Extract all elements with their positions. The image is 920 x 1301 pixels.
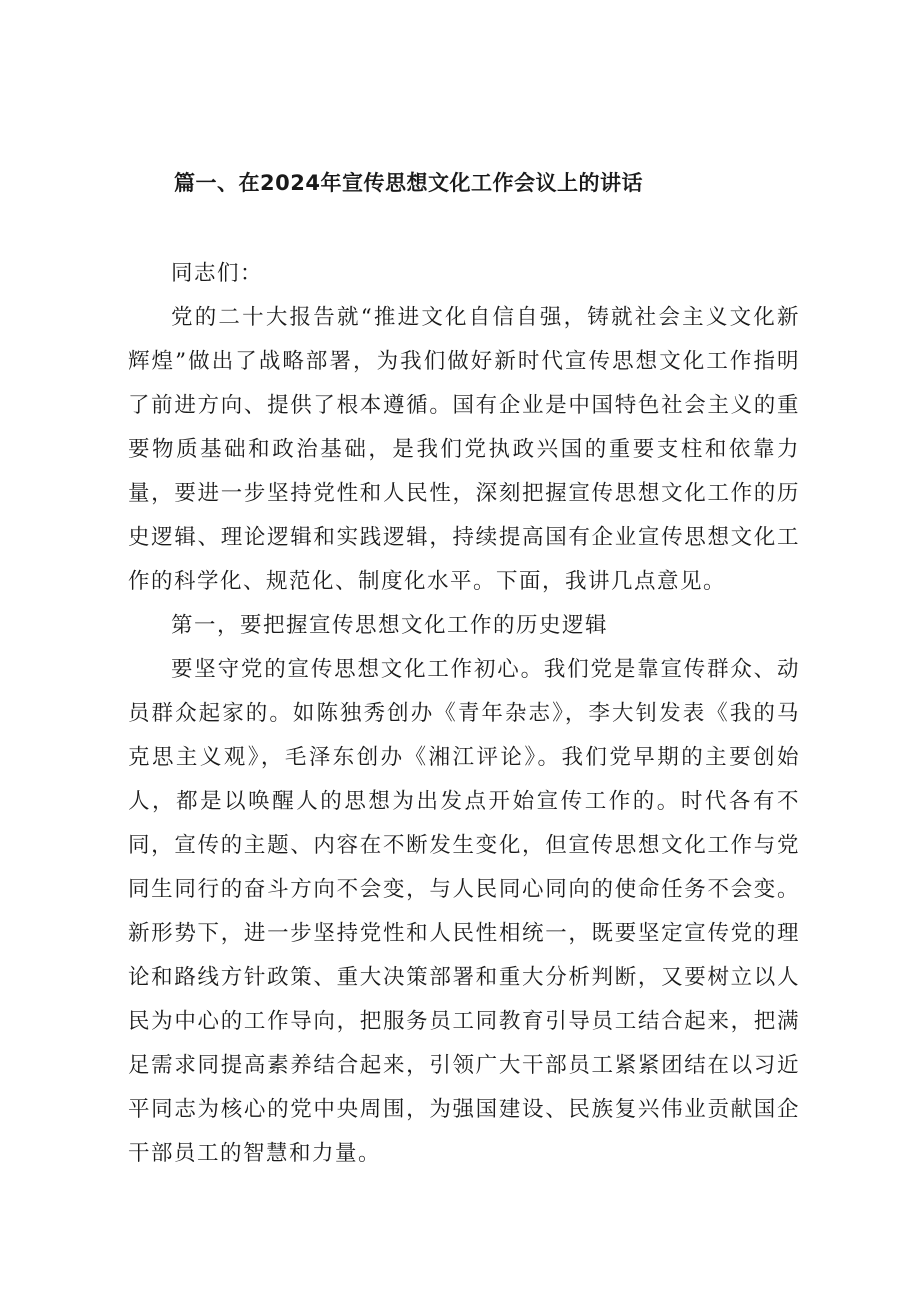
section-heading: 第一，要把握宣传思想文化工作的历史逻辑: [171, 613, 609, 638]
document-title: 篇一、在2024年宣传思想文化工作会议上的讲话: [174, 171, 643, 195]
paragraph-history: 要坚守党的宣传思想文化工作初心。我们党是靠宣传群众、动员群众起家的。如陈独秀创办《青年杂志》，李大钊发表《我的马克思主义观》，毛泽东创办《湘江评论》。我们党早期的主要创始人，都是以唤醒人的思想为出发点开始宣传工作的。时代各有不同，宣传的主题、内容在不断发生变化，但宣传思想文化工作与党同生同行的奋斗方向不会变，与人民同心同向的使命任务不会变。新形势下，进一步坚持党性和人民性相统一，既要坚定宣传党的理论和路线方针政策、重大决策部署和重大分析判断，又要树立以人民为中心的工作导向，把服务员工同教育引导员工结合起来，把满足需求同提高素养结合起来，引领广大干部员工紧紧团结在以习近平同志为核心的党中央周围，为强国建设、民族复兴伟业贡献国企干部员工的智慧和力量。: [128, 657, 800, 1166]
paragraph-intro: 党的二十大报告就“推进文化自信自强，铸就社会主义文化新辉煌”做出了战略部署，为我们做好新时代宣传思想文化工作指明了前进方向、提供了根本遵循。国有企业是中国特色社会主义的重要物质基础和政治基础，是我们党执政兴国的重要支柱和依靠力量，要进一步坚持党性和人民性，深刻把握宣传思想文化工作的历史逻辑、理论逻辑和实践逻辑，持续提高国有企业宣传思想文化工作的科学化、规范化、制度化水平。下面，我讲几点意见。: [128, 305, 800, 594]
salutation: 同志们：: [171, 261, 264, 286]
document-body: [128, 252, 800, 1176]
